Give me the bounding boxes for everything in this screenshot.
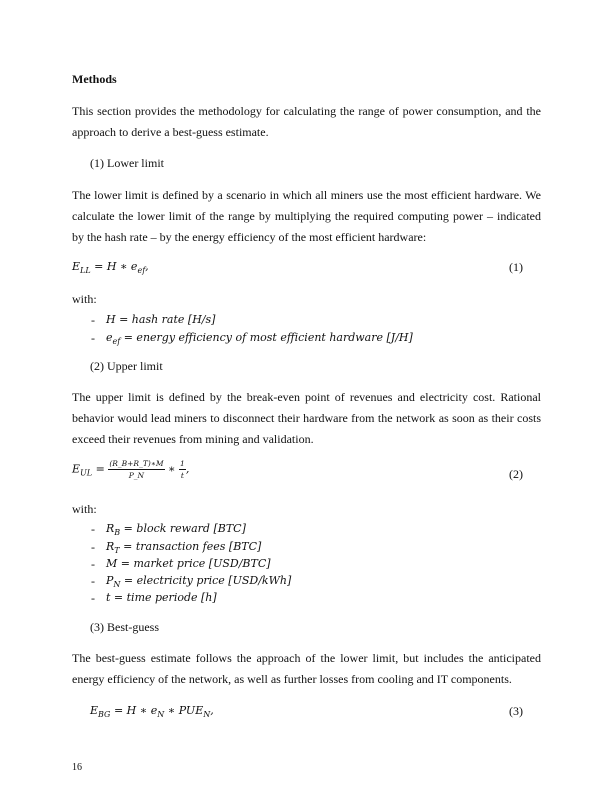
equation-2: $E_{UL}$ = $\frac{(R\_B+R\_T)∗M}{P\_N}$ ∗ $\frac{1}{t}$ , [72, 459, 190, 480]
upper-with-label: with: [72, 502, 97, 516]
page-number: 16 [72, 762, 82, 773]
equation-3: $E_{BG} = H$ ∗ $e_N$ ∗ $PUE_N$, [90, 704, 214, 719]
lower-limit-paragraph: The lower limit is defined by a scenario in which all miners use the most efficient hardware. We calculate the lower limit of the range by multiplying the required computing power – indicated by the hash rate – by the energy efficiency of the most efficient hardware: [72, 188, 541, 244]
equation-2-number: (2) [509, 467, 523, 481]
bullet-dash: - [91, 522, 95, 536]
best-guess-title: (3) Best-guess [90, 620, 159, 634]
bullet-dash: - [91, 557, 95, 571]
bullet-dash: - [91, 313, 95, 327]
equation-1: $E_{LL} = H$ ∗ $e_{ef}$, [72, 260, 149, 275]
section-heading: Methods [72, 72, 117, 86]
equation-2-fraction: $\frac{(R\_B+R\_T)∗M}{P\_N}$ [109, 459, 164, 480]
lower-with-label: with: [72, 292, 97, 306]
equation-3-number: (3) [509, 704, 523, 718]
variable-transaction-fees: $R_T$ = transaction fees [BTC] [106, 540, 262, 555]
variable-efficiency: $e_{ef}$ = energy efficiency of most efficient hardware [J/H] [106, 331, 413, 346]
upper-limit-paragraph: The upper limit is defined by the break-even point of revenues and electricity cost. Rational behavior would lead miners to disconnect their hardware from the network as soon as their costs exceed their revenues from mining and validation. [72, 390, 541, 446]
variable-market-price: M = market price [USD/BTC] [106, 557, 271, 570]
equation-2-time-fraction: $\frac{1}{t}$ [180, 459, 185, 480]
intro-paragraph: This section provides the methodology for calculating the range of power consumption, and the approach to derive a best-guess estimate. [72, 104, 541, 139]
variable-block-reward: $R_B$ = block reward [BTC] [106, 522, 246, 537]
variable-time-period: t = time periode [h] [106, 591, 217, 604]
variable-electricity-price: $P_N$ = electricity price [USD/kWh] [106, 574, 292, 589]
bullet-dash: - [91, 331, 95, 345]
bullet-dash: - [91, 574, 95, 588]
lower-limit-title: (1) Lower limit [90, 156, 164, 170]
bullet-dash: - [91, 591, 95, 605]
variable-hash-rate: H = hash rate [H/s] [106, 313, 216, 326]
upper-limit-title: (2) Upper limit [90, 359, 163, 373]
bullet-dash: - [91, 540, 95, 554]
best-guess-paragraph: The best-guess estimate follows the approach of the lower limit, but includes the anticipated energy efficiency of the network, as well as further losses from cooling and IT components. [72, 651, 541, 686]
equation-1-number: (1) [509, 260, 523, 274]
